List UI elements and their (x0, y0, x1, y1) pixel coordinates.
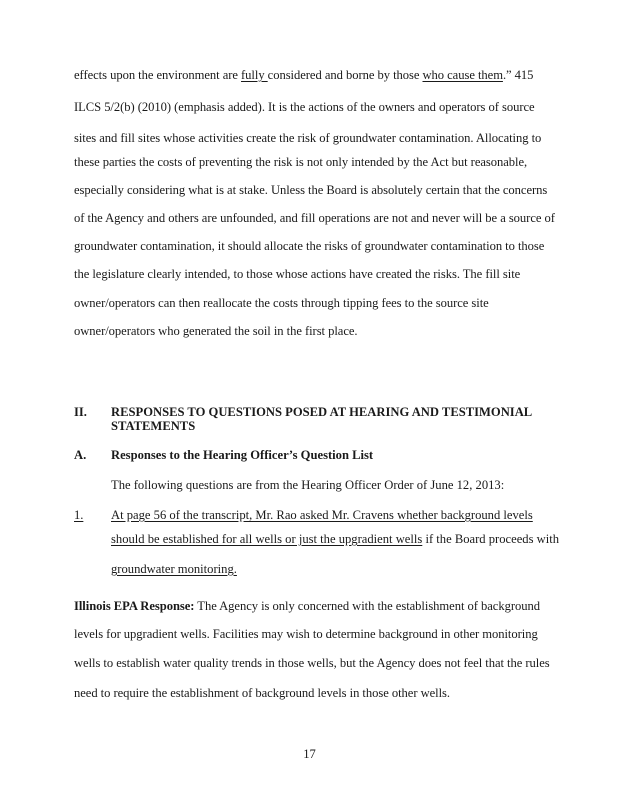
paragraph-line-9: owner/operators can then reallocate the costs through tipping fees to the source site (74, 296, 489, 310)
section-title-line-1: RESPONSES TO QUESTIONS POSED AT HEARING AND TESTIMONIAL (111, 405, 533, 419)
question-line-2-rest: if the Board proceeds with (422, 532, 560, 546)
questions-intro: The following questions are from the Hearing Officer Order of June 12, 2013: (111, 478, 505, 492)
line-1-underline-2: who cause them (422, 68, 503, 82)
section-number: II. (74, 405, 87, 419)
paragraph-line-8: the legislature clearly intended, to those whose actions have created the risks. The fill site (74, 267, 521, 281)
paragraph-line-6: of the Agency and others are unfounded, and fill operations are not and never will be a source of (74, 211, 555, 225)
paragraph-line-1 (74, 67, 533, 83)
line-1-underline-1: fully (241, 68, 268, 82)
response-line-4: need to require the establishment of background levels in those other wells. (74, 686, 451, 700)
page-number: 17 (303, 747, 316, 761)
response-line-1 (74, 598, 540, 614)
line-1-mid: considered and borne by those (267, 68, 423, 82)
question-line-2 (111, 531, 559, 547)
response-line-2: levels for upgradient wells. Facilities may wish to determine background in other monitoring (74, 627, 538, 641)
subsection-letter: A. (74, 448, 87, 462)
response-text-1: The Agency is only concerned with the establishment of background (194, 599, 540, 613)
section-title-line-2: STATEMENTS (111, 419, 196, 433)
question-number: 1. (74, 508, 84, 522)
response-line-3: wells to establish water quality trends in those wells, but the Agency does not feel that the rules (74, 656, 550, 670)
paragraph-line-10: owner/operators who generated the soil in the first place. (74, 324, 358, 338)
paragraph-line-3: sites and fill sites whose activities create the risk of groundwater contamination. Allocating to (74, 131, 542, 145)
paragraph-line-4: these parties the costs of preventing the risk is not only intended by the Act but reasonable, (74, 155, 528, 169)
line-1-pre: effects upon the environment are (74, 68, 242, 82)
paragraph-line-5: especially considering what is at stake. Unless the Board is absolutely certain that the concerns (74, 183, 548, 197)
question-line-2-underlined: should be established for all wells or just the upgradient wells (111, 532, 423, 546)
subsection-title: Responses to the Hearing Officer’s Question List (111, 448, 374, 462)
paragraph-line-2: ILCS 5/2(b) (2010) (emphasis added). It is the actions of the owners and operators of source (74, 100, 535, 114)
response-label: Illinois EPA Response: (74, 599, 195, 613)
question-line-1: At page 56 of the transcript, Mr. Rao asked Mr. Cravens whether background levels (111, 508, 533, 522)
paragraph-line-7: groundwater contamination, it should allocate the risks of groundwater contamination to those (74, 239, 545, 253)
question-line-3: groundwater monitoring. (111, 562, 237, 576)
line-1-post: .” 415 (502, 68, 534, 82)
